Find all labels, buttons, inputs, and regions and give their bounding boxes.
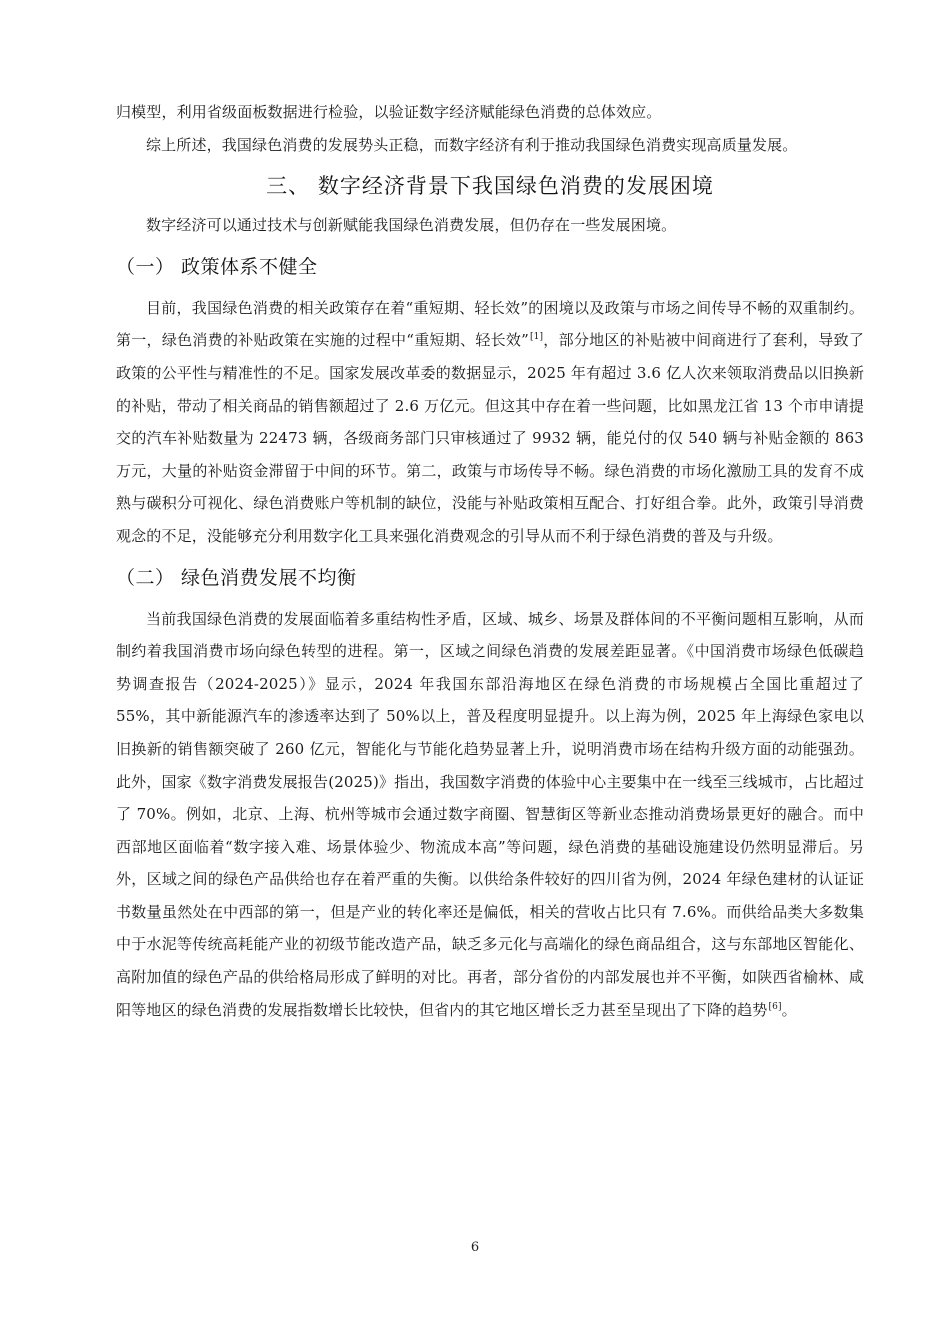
section-intro-paragraph: 数字经济可以通过技术与创新赋能我国绿色消费发展，但仍存在一些发展困境。 (146, 216, 677, 235)
imbalance-text-part-2: 。 (781, 1000, 797, 1019)
section-heading: 三、 数字经济背景下我国绿色消费的发展困境 (266, 174, 714, 199)
policy-paragraph (116, 292, 864, 553)
page-number: 6 (470, 1240, 480, 1255)
citation-ref-1: [1] (529, 332, 544, 343)
paragraph-continuation: 归模型，利用省级面板数据进行检验，以验证数字经济赋能绿色消费的总体效应。 (116, 103, 662, 121)
policy-text-part-1: 目前，我国绿色消费的相关政策存在着“重短期、轻长效”的困境以及政策与市场之间传导不畅的双重制约。第一，绿色消费的补贴政策在实施的过程中“重短期、轻长效” (116, 298, 864, 350)
citation-ref-6: [6] (768, 1001, 782, 1012)
subsection-heading-imbalance: （二） 绿色消费发展不均衡 (116, 566, 357, 589)
imbalance-text-part-1: 当前我国绿色消费的发展面临着多重结构性矛盾，区域、城乡、场景及群体间的不平衡问题相互影响，从而制约着我国消费市场向绿色转型的进程。第一，区域之间绿色消费的发展差距显著。《中国消费市场绿色低碳趋势调查报告（2024-2025）》显示，2024 年我国东部沿海地区在绿色消费的市场规模占全国比重超过了 55%，其中新能源汽车的渗透率达到了 50%以上，普及程度明显提升。以上海为例，2025 年上海绿色家电以旧换新的销售额突破了 260 亿元，智能化与节能化趋势显著上升，说明消费市场在结构升级方面的动能强劲。此外，国家《数字消费发展报告(2025)》指出，我国数字消费的体验中心主要集中在一线至三线城市，占比超过了 70%。例如，北京、上海、杭州等城市会通过数字商圈、智慧街区等新业态推动消费场景更好的融合。而中西部地区面临着“数字接入难、场景体验少、物流成本高”等问题，绿色消费的基础设施建设仍然明显滞后。另外，区域之间的绿色产品供给也存在着严重的失衡。以供给条件较好的四川省为例，2024 年绿色建材的认证证书数量虽然处在中西部的第一，但是产业的转化率还是偏低，相关的营收占比只有 7.6%。而供给品类大多数集中于水泥等传统高耗能产业的初级节能改造产品，缺乏多元化与高端化的绿色商品组合，这与东部地区智能化、高附加值的绿色产品的供给格局形成了鲜明的对比。再者，部分省份的内部发展也并不平衡，如陕西省榆林、咸阳等地区的绿色消费的发展指数增长比较快，但省内的其它地区增长乏力甚至呈现出了下降的趋势 (116, 609, 864, 1019)
subsection-heading-policy: （一） 政策体系不健全 (116, 255, 318, 278)
page-content (116, 96, 864, 1026)
paragraph-summary: 综上所述，我国绿色消费的发展势头正稳，而数字经济有利于推动我国绿色消费实现高质量发展。 (146, 135, 798, 154)
policy-text-part-2: ，部分地区的补贴被中间商进行了套利，导致了政策的公平性与精准性的不足。国家发展改革委的数据显示，2025 年有超过 3.6 亿人次来领取消费品以旧换新的补贴，带动了相关商品的销售额超过了 2.6 万亿元。但这其中存在着一些问题，比如黑龙江省 13 个市申请提交的汽车补贴数量为 22473 辆，各级商务部门只审核通过了 9932 辆，能兑付的仅 540 辆与补贴金额的 863 万元，大量的补贴资金滞留于中间的环节。第二，政策与市场传导不畅。绿色消费的市场化激励工具的发育不成熟与碳积分可视化、绿色消费账户等机制的缺位，没能与补贴政策相互配合、打好组合拳。此外，政策引导消费观念的不足，没能够充分利用数字化工具来强化消费观念的引导从而不利于绿色消费的普及与升级。 (116, 331, 864, 545)
imbalance-paragraph (116, 603, 864, 1027)
